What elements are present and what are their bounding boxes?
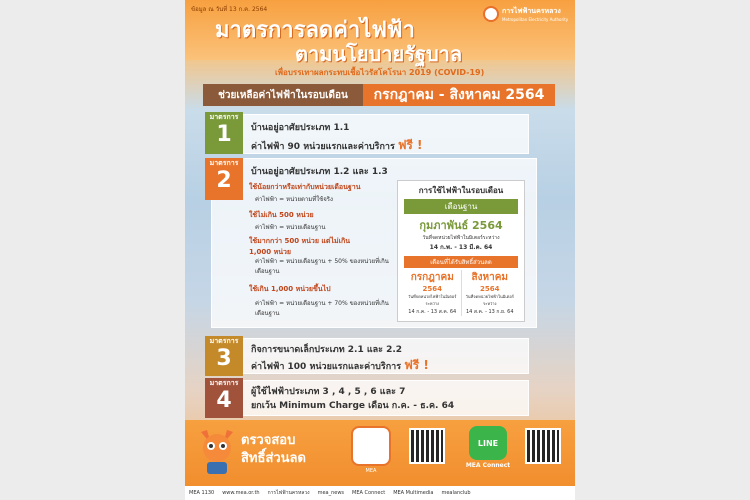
base-range: 14 ก.พ. - 13 มี.ค. 64 bbox=[429, 244, 493, 251]
date-note: ข้อมูล ณ วันที่ 13 ก.ค. 2564 bbox=[191, 6, 268, 13]
bullet-2-title: ใช้ไม่เกิน 500 หน่วย bbox=[249, 211, 314, 219]
line-caption: MEA Connect bbox=[465, 462, 511, 469]
free-label: ฟรี ! bbox=[397, 138, 423, 152]
measure-4-line-1: ผู้ใช้ไฟฟ้าประเภท 3 , 4 , 5 , 6 และ 7 bbox=[251, 387, 406, 397]
discount-label: เดือนที่ได้รับสิทธิ์ส่วนลด bbox=[404, 256, 518, 268]
month-august: สิงหาคม 2564 วันที่จดหน่วยไฟฟ้าในมิเตอร์ระหว่าง 14 ส.ค. - 13 ก.ย. 64 bbox=[465, 272, 514, 315]
measure-1-line-2: ค่าไฟฟ้า 90 หน่วยแรกและค่าบริการ ฟรี ! bbox=[251, 138, 423, 152]
free-label: ฟรี ! bbox=[404, 358, 429, 372]
bullet-3-detail: ค่าไฟฟ้า = หน่วยเดือนฐาน + 50% ของหน่วยที่เกินเดือนฐาน bbox=[255, 258, 389, 275]
measure-4-line-2: ยกเว้น Minimum Charge เดือน ก.ค. - ธ.ค. 64 bbox=[251, 401, 455, 411]
seal-icon bbox=[483, 6, 499, 22]
period-label: ช่วยเหลือค่าไฟฟ้าในรอบเดือน bbox=[203, 84, 363, 106]
usage-box bbox=[397, 180, 525, 322]
check-discount-text: ตรวจสอบ สิทธิ์ส่วนลด bbox=[241, 433, 306, 466]
measure-3-line-2: ค่าไฟฟ้า 100 หน่วยแรกและค่าบริการ ฟรี ! bbox=[251, 358, 429, 372]
qr-code-icon bbox=[409, 428, 445, 464]
poster bbox=[185, 0, 575, 500]
qr-code-line-icon bbox=[525, 428, 561, 464]
bottom-link-bar bbox=[185, 486, 575, 500]
mea-app-caption: MEA bbox=[365, 468, 377, 474]
hotline: MEA 1130 bbox=[189, 490, 215, 496]
bullet-4-detail: ค่าไฟฟ้า = หน่วยเดือนฐาน + 70% ของหน่วยที่เกินเดือนฐาน bbox=[255, 300, 389, 317]
measure-4-tag: มาตรการ 4 bbox=[205, 378, 243, 418]
title-line-2: ตามนโยบายรัฐบาล bbox=[295, 42, 463, 66]
link-instagram[interactable]: mealanclub bbox=[441, 490, 471, 496]
link-youtube[interactable]: MEA Multimedia bbox=[393, 490, 434, 496]
measure-3-tag: มาตรการ 3 bbox=[205, 336, 243, 376]
mea-logo bbox=[483, 3, 573, 25]
bullet-1-detail: ค่าไฟฟ้า = หน่วยตามที่ใช้จริง bbox=[255, 196, 333, 203]
link-twitter[interactable]: mea_news bbox=[317, 490, 345, 496]
discount-months bbox=[404, 270, 518, 316]
period-value: กรกฎาคม - สิงหาคม 2564 bbox=[363, 84, 555, 106]
link-line[interactable]: MEA Connect bbox=[352, 490, 386, 496]
subtitle: เพื่อบรรเทาผลกระทบเชื้อไวรัสโคโรนา 2019 (COVID-19) bbox=[275, 68, 485, 77]
line-app-icon[interactable]: LINE bbox=[469, 426, 507, 460]
base-month: กุมภาพันธ์ 2564 bbox=[419, 219, 503, 232]
title-line-1: มาตรการลดค่าไฟฟ้า bbox=[215, 18, 415, 43]
logo-english: Metropolitan Electricity Authority bbox=[502, 17, 569, 22]
measure-1-line-1: บ้านอยู่อาศัยประเภท 1.1 bbox=[251, 123, 350, 133]
mascot-icon bbox=[197, 428, 237, 476]
measure-2-line-1: บ้านอยู่อาศัยประเภท 1.2 และ 1.3 bbox=[251, 167, 388, 177]
bullet-1-title: ใช้น้อยกว่าหรือเท่ากับหน่วยเดือนฐาน bbox=[249, 183, 361, 191]
measure-1-tag: มาตรการ 1 bbox=[205, 112, 243, 154]
bullet-4-title: ใช้เกิน 1,000 หน่วยขึ้นไป bbox=[249, 285, 331, 293]
link-website[interactable]: www.mea.or.th bbox=[222, 490, 260, 496]
mea-app-icon[interactable] bbox=[351, 426, 391, 466]
bullet-3-title: ใช้มากกว่า 500 หน่วย แต่ไม่เกิน 1,000 หน่วย bbox=[249, 237, 351, 256]
measure-3-line-1: กิจการขนาดเล็กประเภท 2.1 และ 2.2 bbox=[251, 345, 403, 355]
measure-2-tag: มาตรการ 2 bbox=[205, 158, 243, 200]
bullet-2-detail: ค่าไฟฟ้า = หน่วยเดือนฐาน bbox=[255, 224, 326, 231]
logo-thai: การไฟฟ้านครหลวง bbox=[502, 7, 561, 15]
usage-title: การใช้ไฟฟ้าในรอบเดือน bbox=[418, 186, 504, 195]
link-facebook[interactable]: การไฟฟ้านครหลวง bbox=[267, 490, 310, 496]
month-july: กรกฎาคม 2564 วันที่จดหน่วยไฟฟ้าในมิเตอร์ระหว่าง 14 ก.ค. - 13 ส.ค. 64 bbox=[404, 270, 462, 316]
base-label: เดือนฐาน bbox=[404, 199, 518, 214]
base-note: วันที่จดหน่วยไฟฟ้าในมิเตอร์ระหว่าง bbox=[422, 235, 500, 241]
period-bar bbox=[203, 84, 555, 106]
